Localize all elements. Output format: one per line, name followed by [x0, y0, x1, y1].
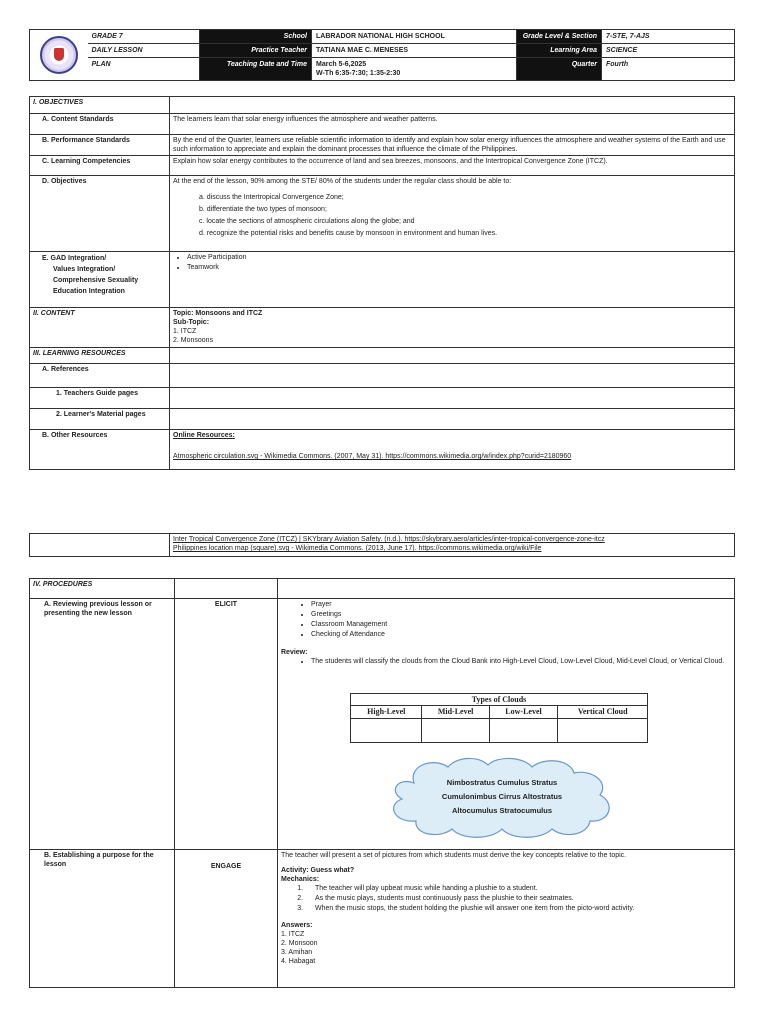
activity-title: Activity: Guess what? [281, 867, 355, 874]
learning-competencies-label: C. Learning Competencies [30, 156, 170, 176]
header-table [29, 29, 735, 81]
procedure-b-label: B. Establishing a purpose for the lesson [30, 850, 175, 988]
review-text: • The students will classify the clouds from the Cloud Bank into High-Level Cloud, Low-Level Cloud, Mid-Level Cloud, or Vertical Cloud. [311, 657, 731, 667]
gad-integration-value [170, 252, 735, 308]
procedure-b-content [278, 850, 735, 988]
objectives-label: D. Objectives [30, 176, 170, 252]
objective-item: b. differentiate the two types of monsoon; [199, 206, 327, 213]
continuation-label-cell [30, 534, 170, 557]
opening-activity: • Greetings [311, 610, 731, 620]
teachers-guide-label: 1. Teachers Guide pages [30, 388, 170, 409]
references-value [170, 364, 735, 388]
procedure-b-stage: ENGAGE [175, 850, 278, 988]
opening-activity: • Checking of Attendance [311, 630, 731, 640]
procedures-section-label: IV. PROCEDURES [30, 579, 175, 599]
deped-seal-cell [30, 30, 88, 81]
grade-section-value: 7-STE, 7-AJS [602, 30, 735, 44]
other-resources-label: B. Other Resources [30, 430, 170, 470]
title-line2: PLAN [88, 58, 200, 81]
cloud-bank-line: Cumulonimbus Cirrus Altostratus [441, 792, 563, 801]
gad-item: • Teamwork [187, 263, 731, 273]
review-list [311, 657, 731, 667]
objective-item: a. discuss the Intertropical Convergence Zone; [199, 194, 344, 201]
mechanics-step: 3. When the music stops, the student holding the plushie will answer one item from the picto-word activity. [305, 904, 731, 914]
objectives-intro: At the end of the lesson, 90% among the STE/ 80% of the students under the regular class should be able to: [173, 178, 512, 185]
content-section-value [170, 308, 735, 348]
deped-seal-icon [40, 36, 78, 74]
engage-intro: The teacher will present a set of pictures from which students must derive the key concepts relative to the topic. [281, 852, 627, 859]
performance-standards-value: By the end of the Quarter, learners use reliable scientific information to identify and explain how solar energy influences the atmosphere and weather systems of the Earth and use such information to appreciate and explain the dominant processes that influence the climate of the Philippines. [170, 135, 735, 156]
mechanics-list [305, 884, 731, 914]
mechanics-label: Mechanics: [281, 876, 320, 883]
gad-label-line: E. GAD Integration/ [42, 255, 107, 262]
procedure-a-stage: ELICIT [175, 599, 278, 850]
title-line1: DAILY LESSON [88, 44, 200, 58]
area-label: Learning Area [517, 44, 602, 58]
learners-material-label: 2. Learner's Material pages [30, 409, 170, 430]
cloud-answer-cell[interactable] [351, 719, 422, 743]
review-label: Review: [281, 649, 308, 656]
cloud-bank-line: Altocumulus Stratocumulus [451, 806, 553, 815]
teachers-guide-value [170, 388, 735, 409]
learning-competencies-value: Explain how solar energy contributes to the occurrence of land and sea breezes, monsoons, and the Intertropical Convergence Zone (ITCZ). [170, 156, 735, 176]
date-value [312, 58, 517, 81]
cloud-types-title: Types of Clouds [351, 694, 648, 706]
school-value: LABRADOR NATIONAL HIGH SCHOOL [312, 30, 517, 44]
content-standards-label: A. Content Standards [30, 114, 170, 135]
resource-link[interactable]: Inter Tropical Convergence Zone (ITCZ) | SKYbrary Aviation Safety. (n.d.). https://skybrary.aero/articles/inter-tropical-convergence-zone-itcz [173, 536, 605, 543]
cloud-type-header: High-Level [351, 706, 422, 719]
teacher-value: TATIANA MAE C. MENESES [312, 44, 517, 58]
date-line2: W-Th 6:35-7:30; 1:35-2:30 [316, 70, 401, 77]
procedures-content-header [278, 579, 735, 599]
date-line1: March 5-6,2025 [316, 61, 367, 68]
opening-activity: • Classroom Management [311, 620, 731, 630]
resource-link[interactable]: Philippines location map (square).svg - Wikimedia Commons. (2013, June 17). https://commons.wikimedia.org/wiki/File [173, 545, 542, 552]
quarter-label: Quarter [517, 58, 602, 81]
objectives-list [199, 192, 731, 240]
procedure-a-label: A. Reviewing previous lesson or presenting the new lesson [30, 599, 175, 850]
school-label: School [200, 30, 312, 44]
answer-item: 2. Monsoon [281, 940, 318, 947]
resources-continuation-table [29, 533, 735, 557]
objectives-section-label: I. OBJECTIVES [30, 97, 170, 114]
answer-item: 3. Amihan [281, 949, 313, 956]
mechanics-step: 2. As the music plays, students must continuously pass the plushie to their seatmates. [305, 894, 731, 904]
content-subtopic: 1. ITCZ [173, 328, 197, 335]
answers-label: Answers: [281, 922, 313, 929]
date-label: Teaching Date and Time [200, 58, 312, 81]
online-resources-title: Online Resources: [173, 432, 235, 439]
grade-section-label: Grade Level & Section [517, 30, 602, 44]
opening-activities-list [311, 600, 731, 640]
references-label: A. References [30, 364, 170, 388]
cloud-answer-cell[interactable] [558, 719, 648, 743]
content-subtopic-label: Sub-Topic: [173, 319, 210, 326]
content-section-label: II. CONTENT [30, 308, 170, 348]
objectives-section-value [170, 97, 735, 114]
grade-label: GRADE 7 [88, 30, 200, 44]
answer-item: 4. Habagat [281, 958, 316, 965]
objective-item: d. recognize the potential risks and benefits cause by monsoon in environment and human lives. [199, 230, 498, 237]
gad-label-line: Education Integration [53, 288, 125, 295]
gad-label-line: Comprehensive Sexuality [53, 277, 139, 284]
answer-item: 1. ITCZ [281, 931, 305, 938]
gad-integration-label [30, 252, 170, 308]
content-subtopic: 2. Monsoons [173, 337, 214, 344]
content-standards-value: The learners learn that solar energy influences the atmosphere and weather patterns. [170, 114, 735, 135]
procedures-table [29, 578, 735, 988]
cloud-answer-cell[interactable] [489, 719, 558, 743]
resources-section-label: III. LEARNING RESOURCES [30, 348, 170, 364]
performance-standards-label: B. Performance Standards [30, 135, 170, 156]
area-value: SCIENCE [602, 44, 735, 58]
objectives-value [170, 176, 735, 252]
opening-activity: • Prayer [311, 600, 731, 610]
cloud-type-header: Vertical Cloud [558, 706, 648, 719]
cloud-type-header: Low-Level [489, 706, 558, 719]
resources-section-value [170, 348, 735, 364]
cloud-types-table [350, 693, 648, 743]
objective-item: c. locate the sections of atmospheric circulations along the globe; and [199, 218, 415, 225]
gad-item: • Active Participation [187, 253, 731, 263]
lesson-table [29, 96, 735, 470]
cloud-bank-icon [384, 755, 620, 841]
learners-material-value [170, 409, 735, 430]
cloud-answer-cell[interactable] [422, 719, 489, 743]
gad-list [187, 253, 731, 273]
gad-label-line: Values Integration/ [53, 266, 116, 273]
quarter-value: Fourth [602, 58, 735, 81]
other-resources-value [170, 430, 735, 470]
cloud-bank-line: Nimbostratus Cumulus Stratus [446, 778, 558, 787]
content-topic: Topic: Monsoons and ITCZ [173, 310, 263, 317]
resource-link[interactable]: Atmospheric circulation.svg - Wikimedia Commons. (2007, May 31). https://commons.wikimedia.org/w/index.php?curid=2180960 [173, 453, 572, 460]
mechanics-step: 1. The teacher will play upbeat music while handing a plushie to a student. [305, 884, 731, 894]
continuation-links-cell [170, 534, 735, 557]
cloud-type-header: Mid-Level [422, 706, 489, 719]
procedures-stage-header [175, 579, 278, 599]
teacher-label: Practice Teacher [200, 44, 312, 58]
